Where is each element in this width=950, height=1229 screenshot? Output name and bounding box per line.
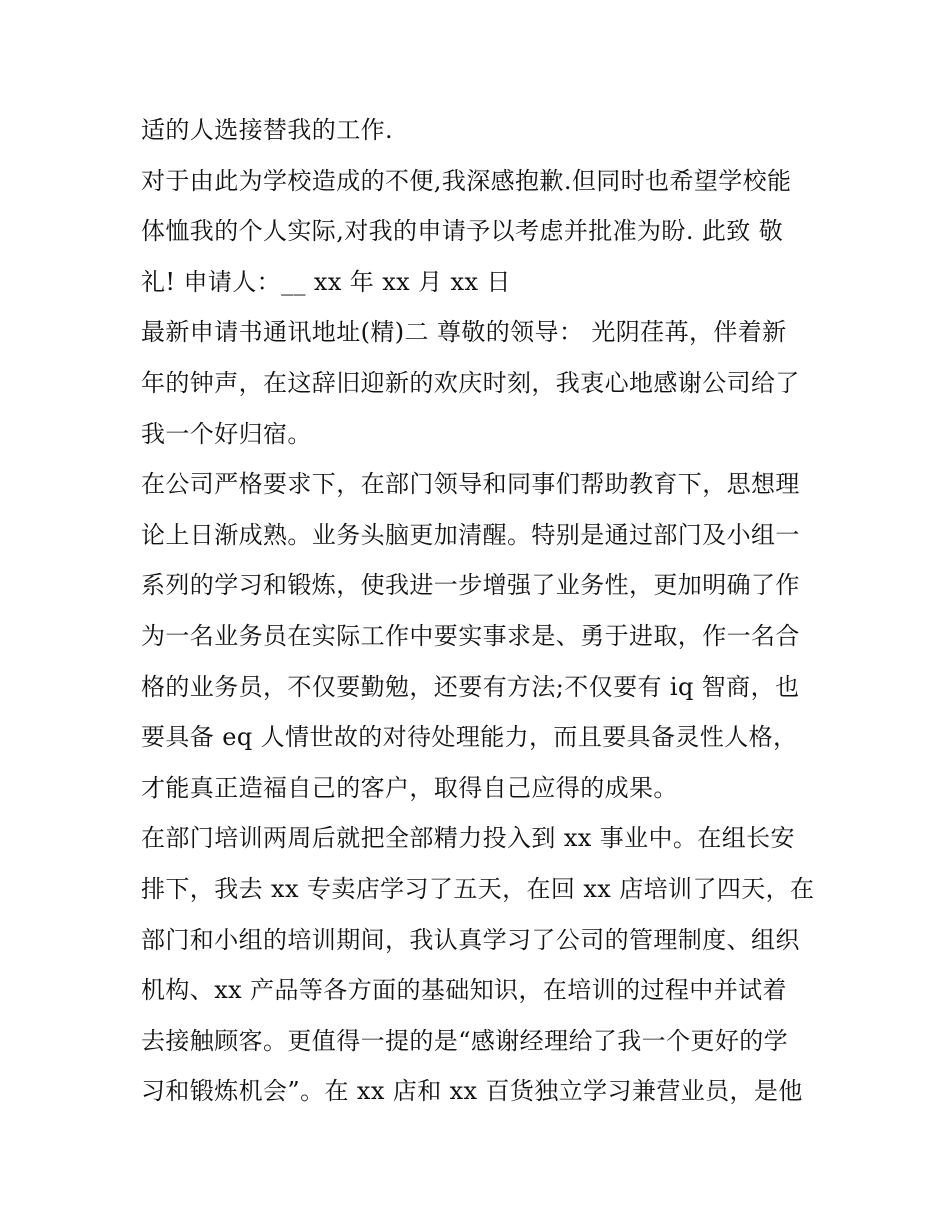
text-line: 习和锻炼机会”。在 xx 店和 xx 百货独立学习兼营业员，是他 (141, 1077, 803, 1105)
text-line: 为一名业务员在实际工作中要实事求是、勇于进取，作一名合 (141, 622, 800, 650)
text-line: 才能真正造福自己的客户，取得自己应得的成果。 (141, 774, 678, 802)
text-line: 礼! 申请人：__ xx 年 xx 月 xx 日 (141, 268, 511, 296)
text-line: 在部门培训两周后就把全部精力投入到 xx 事业中。在组长安 (141, 824, 795, 852)
text-line: 我一个好归宿。 (141, 420, 312, 448)
text-line: 对于由此为学校造成的不便,我深感抱歉.但同时也希望学校能 (141, 167, 792, 195)
text-line: 体恤我的个人实际,对我的申请予以考虑并批准为盼. 此致 敬 (141, 217, 784, 245)
text-line: 部门和小组的培训期间，我认真学习了公司的管理制度、组织 (141, 926, 800, 954)
text-line: 在公司严格要求下，在部门领导和同事们帮助教育下，思想理 (141, 470, 800, 498)
text-line: 排下，我去 xx 专卖店学习了五天，在回 xx 店培训了四天，在 (141, 875, 815, 903)
text-line: 机构、xx 产品等各方面的基础知识，在培训的过程中并试着 (141, 976, 787, 1004)
text-line: 格的业务员，不仅要勤勉，还要有方法;不仅要有 iq 智商，也 (141, 673, 800, 701)
text-line: 年的钟声，在这辞旧迎新的欢庆时刻，我衷心地感谢公司给了 (141, 369, 800, 397)
text-line: 去接触顾客。更值得一提的是“感谢经理给了我一个更好的学 (141, 1027, 789, 1055)
text-line: 论上日渐成熟。业务头脑更加清醒。特别是通过部门及小组一 (141, 521, 800, 549)
text-line: 适的人选接替我的工作. (141, 116, 394, 144)
text-line: 要具备 eq 人情世故的对待处理能力，而且要具备灵性人格， (141, 723, 798, 751)
text-line: 系列的学习和锻炼，使我进一步增强了业务性，更加明确了作 (141, 571, 800, 599)
text-line: 最新申请书通讯地址(精)二 尊敬的领导： 光阴荏苒，伴着新 (141, 318, 787, 346)
